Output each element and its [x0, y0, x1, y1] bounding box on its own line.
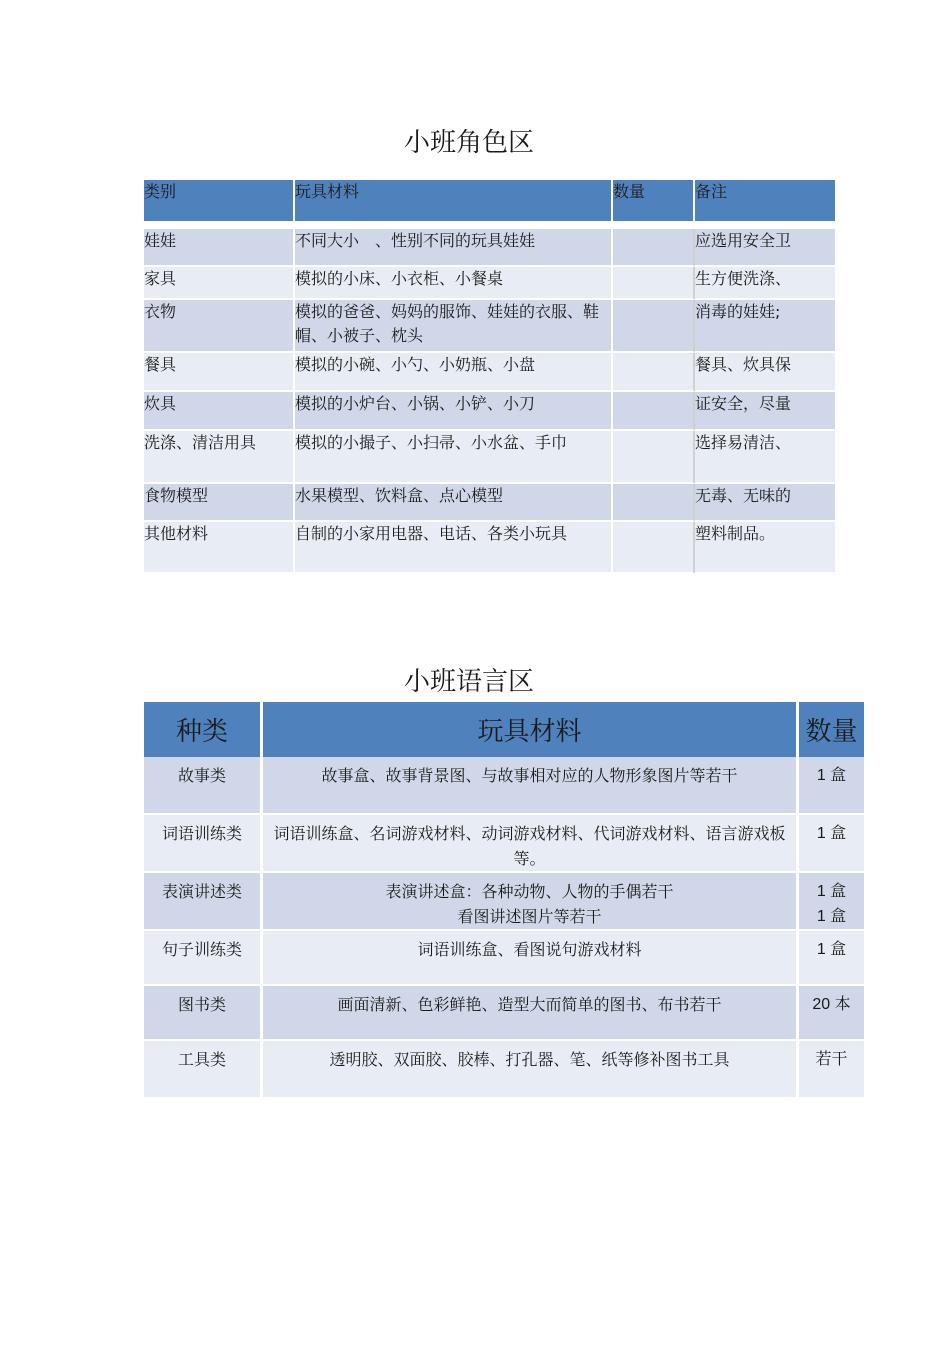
table-row [144, 873, 864, 931]
cell-materials: 不同大小 、性别不同的玩具娃娃 [295, 229, 613, 267]
cell-category: 家具 [144, 267, 295, 300]
cell-note: 选择易清洁、 [695, 431, 835, 484]
table-row [144, 931, 864, 986]
header-quantity: 数量 [799, 702, 864, 757]
table-row [144, 815, 864, 873]
table-row [144, 986, 864, 1041]
cell-quantity [613, 267, 695, 300]
cell-quantity: 若干 [799, 1041, 864, 1099]
cell-category: 食物模型 [144, 484, 295, 522]
cell-quantity [613, 353, 695, 392]
cell-note: 消毒的娃娃; [695, 300, 835, 353]
table-row [144, 267, 835, 300]
table-row [144, 229, 835, 267]
header-quantity: 数量 [613, 180, 695, 221]
cell-quantity [613, 392, 695, 431]
cell-kind: 工具类 [144, 1041, 263, 1099]
language-area-table [144, 702, 864, 1099]
table-row [144, 300, 835, 353]
cell-kind: 句子训练类 [144, 931, 263, 986]
cell-category: 衣物 [144, 300, 295, 353]
cell-materials: 模拟的小撮子、小扫帚、小水盆、手巾 [295, 431, 613, 484]
cell-note: 应选用安全卫 [695, 229, 835, 267]
table-row [144, 757, 864, 815]
cell-quantity [613, 229, 695, 267]
table-row [144, 392, 835, 431]
cell-quantity: 1 盒 [799, 931, 864, 986]
cell-materials: 表演讲述盒：各种动物、人物的手偶若干 看图讲述图片等若干 [263, 873, 799, 931]
cell-kind: 图书类 [144, 986, 263, 1041]
cell-materials: 水果模型、饮料盒、点心模型 [295, 484, 613, 522]
cell-materials: 透明胶、双面胶、胶棒、打孔器、笔、纸等修补图书工具 [263, 1041, 799, 1099]
header-materials: 玩具材料 [263, 702, 799, 757]
cell-category: 其他材料 [144, 522, 295, 574]
header-materials: 玩具材料 [295, 180, 613, 221]
table-gap-row [144, 221, 835, 229]
cell-quantity [613, 522, 695, 574]
cell-materials: 自制的小家用电器、电话、各类小玩具 [295, 522, 613, 574]
cell-materials: 模拟的爸爸、妈妈的服饰、娃娃的衣服、鞋帽、小被子、枕头 [295, 300, 613, 353]
cell-quantity: 1 盒 1 盒 [799, 873, 864, 931]
header-category: 类别 [144, 180, 295, 221]
table-row [144, 1041, 864, 1099]
header-kind: 种类 [144, 702, 263, 757]
cell-category: 娃娃 [144, 229, 295, 267]
cell-materials: 词语训练盒、看图说句游戏材料 [263, 931, 799, 986]
language-area-title: 小班语言区 [403, 667, 534, 697]
cell-category: 餐具 [144, 353, 295, 392]
cell-note: 餐具、炊具保 [695, 353, 835, 392]
cell-quantity: 20 本 [799, 986, 864, 1041]
cell-materials: 模拟的小碗、小勺、小奶瓶、小盘 [295, 353, 613, 392]
cell-note: 无毒、无味的 [695, 484, 835, 522]
cell-kind: 表演讲述类 [144, 873, 263, 931]
table-row [144, 522, 835, 574]
cell-note: 生方便洗涤、 [695, 267, 835, 300]
cell-materials: 模拟的小床、小衣柜、小餐桌 [295, 267, 613, 300]
table-row [144, 353, 835, 392]
cell-materials: 词语训练盒、名词游戏材料、动词游戏材料、代词游戏材料、语言游戏板等。 [263, 815, 799, 873]
table-row [144, 431, 835, 484]
cell-quantity: 1 盒 [799, 757, 864, 815]
table-row [144, 484, 835, 522]
cell-quantity [613, 300, 695, 353]
cell-materials: 画面清新、色彩鲜艳、造型大而简单的图书、布书若干 [263, 986, 799, 1041]
cell-materials: 模拟的小炉台、小锅、小铲、小刀 [295, 392, 613, 431]
role-area-table [144, 180, 835, 574]
cell-note: 证安全，尽量 [695, 392, 835, 431]
cell-note: 塑料制品。 [695, 522, 835, 574]
cell-kind: 故事类 [144, 757, 263, 815]
table-header-row [144, 702, 864, 757]
cell-quantity: 1 盒 [799, 815, 864, 873]
cell-quantity [613, 484, 695, 522]
table-header-row [144, 180, 835, 221]
cell-materials: 故事盒、故事背景图、与故事相对应的人物形象图片等若干 [263, 757, 799, 815]
header-note: 备注 [695, 180, 835, 221]
cell-category: 炊具 [144, 392, 295, 431]
role-area-title: 小班角色区 [403, 128, 534, 158]
cell-kind: 词语训练类 [144, 815, 263, 873]
cell-quantity [613, 431, 695, 484]
cell-category: 洗涤、清洁用具 [144, 431, 295, 484]
